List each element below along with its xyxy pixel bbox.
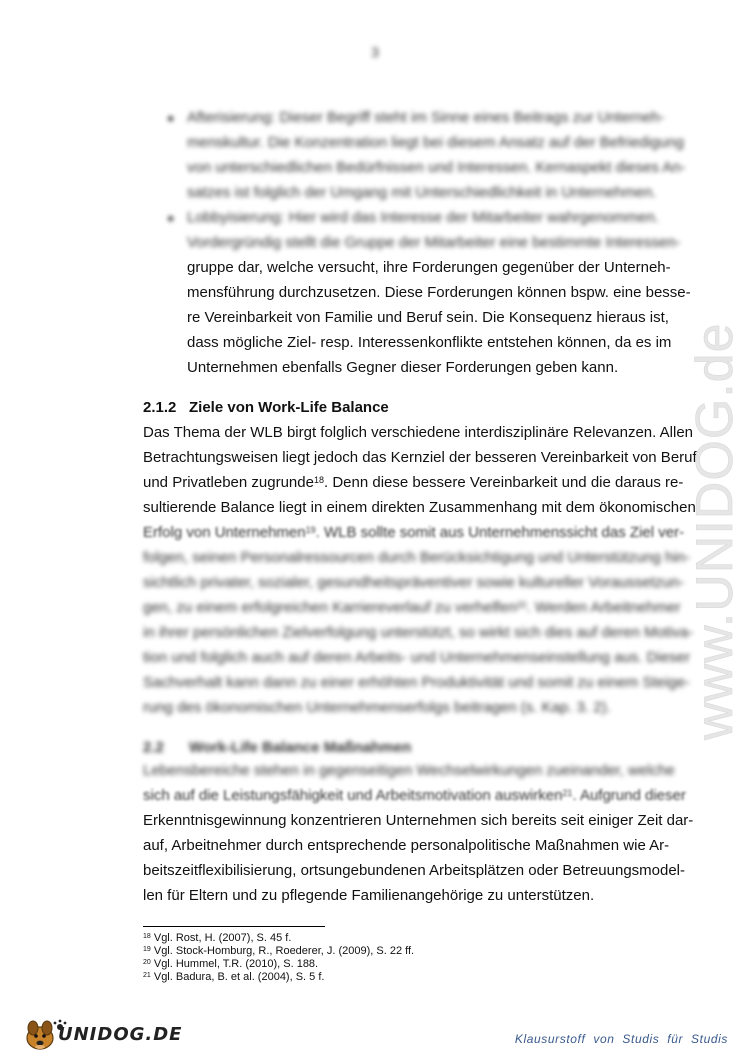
bullet-1-line-4: satzes ist folglich der Umgang mit Unterschiedlichkeit in Unternehmen.	[187, 184, 657, 201]
paragraph-line: tion und folglich auch auf deren Arbeits- und Unternehmenseinstellung aus. Dieser	[143, 649, 691, 666]
bullet-1-line-3: von unterschiedlichen Bedürfnissen und Interessen. Kernaspekt dieses An-	[187, 159, 686, 176]
section-number: 2.1.2	[143, 399, 177, 416]
section-title: Ziele von Work-Life Balance	[189, 399, 389, 416]
section-heading	[143, 399, 389, 417]
paragraph-line	[143, 474, 683, 492]
line-text: . Werden Arbeitnehmer	[526, 599, 681, 616]
footnote-text: Vgl. Stock-Homburg, R., Roederer, J. (2009), S. 22 ff.	[150, 945, 415, 957]
line-text: und Privatleben zugrunde	[143, 474, 314, 491]
line-text: . Denn diese bessere Vereinbarkeit und die daraus re-	[323, 474, 684, 491]
paragraph-line: Lebensbereiche stehen in gegenseitigen Wechselwirkungen zueinander, welche	[143, 762, 675, 779]
bullet-2-line-1: Lobbyisierung: Hier wird das Interesse der Mitarbeiter wahrgenommen.	[187, 209, 659, 226]
watermark	[640, 260, 750, 760]
paragraph-line: beitszeitflexibilisierung, ortsungebundenen Arbeitsplätzen oder Betreuungsmodel-	[143, 862, 686, 879]
bullet-2-line-2: Vordergründig stellt die Gruppe der Mitarbeiter eine bestimmte Interessen-	[187, 234, 681, 251]
footnote-ref: 18	[313, 475, 324, 485]
bullet-dot: ●	[167, 211, 175, 225]
footnote	[143, 958, 318, 971]
bullet-2-line-7: Unternehmen ebenfalls Gegner dieser Forderungen geben kann.	[187, 359, 619, 376]
line-text: Erfolg von Unternehmen	[143, 524, 306, 541]
line-text: . Aufgrund dieser	[572, 787, 686, 804]
footnote-text: Vgl. Rost, H. (2007), S. 45 f.	[150, 932, 292, 944]
paragraph-line: auf, Arbeitnehmer durch entsprechende personalpolitische Maßnahmen wie Ar-	[143, 837, 670, 854]
paragraph-line	[143, 599, 681, 617]
page-number: 3	[371, 44, 379, 60]
paragraph-line: len für Eltern und zu pflegende Familienangehörige zu unterstützen.	[143, 887, 595, 904]
logo-text: UNIDOG.DE	[58, 1024, 183, 1045]
footnote-number: 19	[143, 946, 151, 953]
section-title: Work-Life Balance Maßnahmen	[189, 739, 412, 756]
paragraph-line: rung des ökonomischen Unternehmenserfolgs beitragen (s. Kap. 3. 2).	[143, 699, 611, 716]
line-text: sich auf die Leistungsfähigkeit und Arbeitsmotivation auswirken	[143, 787, 563, 804]
footnote-divider	[143, 926, 325, 927]
bullet-1-line-1: Afterisierung: Dieser Begriff steht im Sinne eines Beitrags zur Unterneh-	[187, 109, 665, 126]
footnote-ref: 19	[305, 525, 316, 535]
paragraph-line: folgen, seinen Personalressourcen durch Berücksichtigung und Unterstützung hin-	[143, 549, 690, 566]
paragraph-line: Erkenntnisgewinnung konzentrieren Unternehmen sich bereits seit einiger Zeit dar-	[143, 812, 694, 829]
watermark-text: www.UNIDOG.de	[686, 322, 744, 740]
footnote-ref: 20	[516, 600, 527, 610]
paragraph-line: Das Thema der WLB birgt folglich verschiedene interdisziplinäre Relevanzen. Allen	[143, 424, 694, 441]
footnote-text: Vgl. Hummel, T.R. (2010), S. 188.	[150, 958, 319, 970]
bullet-dot: ●	[167, 111, 175, 125]
paragraph-line	[143, 787, 686, 805]
line-text: . WLB sollte somit aus Unternehmenssicht das Ziel ver-	[315, 524, 685, 541]
footnote-number: 20	[143, 959, 151, 966]
paragraph-line: Sachverhalt kann dann zu einer erhöhten Produktivität und somit zu einem Steige-	[143, 674, 690, 691]
bullet-2-line-3: gruppe dar, welche versucht, ihre Forderungen gegenüber der Unterneh-	[187, 259, 671, 276]
footnote-text: Vgl. Badura, B. et al. (2004), S. 5 f.	[150, 971, 325, 983]
bullet-2-line-4: mensführung durchzusetzen. Diese Forderungen können bspw. eine besse-	[187, 284, 691, 301]
paragraph-line: sichtlich privater, sozialer, gesundheitspräventiver sowie kultureller Voraussetzun-	[143, 574, 685, 591]
dog-icon	[27, 1021, 53, 1049]
bullet-1-line-2: menskultur. Die Konzentration liegt bei diesem Ansatz auf der Befriedigung	[187, 134, 684, 151]
paragraph-line: Betrachtungsweisen liegt jedoch das Kernziel der besseren Vereinbarkeit von Beruf	[143, 449, 697, 466]
line-text: gen, zu einem erfolgreichen Karriereverlauf zu verhelfen	[143, 599, 517, 616]
tagline: Klausurstoff von Studis für Studis	[514, 1032, 728, 1046]
bullet-2-line-6: dass mögliche Ziel- resp. Interessenkonflikte entstehen können, da es im	[187, 334, 672, 351]
paragraph-line	[143, 524, 684, 542]
footnote	[143, 945, 414, 958]
footnote	[143, 932, 291, 945]
footnote-number: 18	[143, 933, 151, 940]
section-number: 2.2	[143, 739, 164, 756]
footnote-ref: 21	[562, 788, 573, 798]
paragraph-line: in ihrer persönlichen Zielverfolgung unterstützt, so wirkt sich dies auf deren Motiva-	[143, 624, 694, 641]
footnote	[143, 971, 324, 984]
bullet-2-line-5: re Vereinbarkeit von Familie und Beruf sein. Die Konsequenz hieraus ist,	[187, 309, 669, 326]
paragraph-line: sultierende Balance liegt in einem direkten Zusammenhang mit dem ökonomischen	[143, 499, 696, 516]
section-heading	[143, 739, 411, 757]
footnote-number: 21	[143, 972, 151, 979]
